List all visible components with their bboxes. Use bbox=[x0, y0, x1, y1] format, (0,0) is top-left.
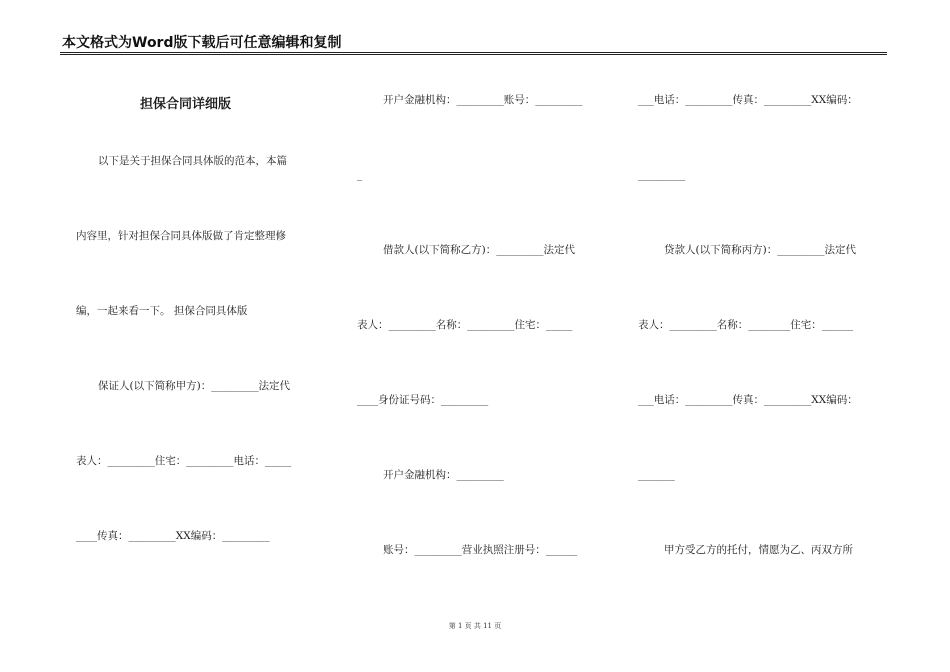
text-line: _______ bbox=[638, 469, 675, 481]
text-line: 甲方受乙方的托付，情愿为乙、丙双方所 bbox=[664, 544, 853, 556]
document-title: 担保合同详细版 bbox=[140, 97, 232, 112]
text-line: ___电话：_________传真：_________XX编码： bbox=[638, 94, 858, 106]
document-header: 本文格式为Word版下载后可任意编辑和复制 bbox=[62, 35, 342, 51]
column-right bbox=[638, 0, 888, 672]
text-line: 开户金融机构：_________ bbox=[383, 469, 504, 481]
text-line: 保证人(以下简称甲方)：_________法定代 bbox=[98, 380, 290, 392]
page-number: 第 1 页 共 11 页 bbox=[448, 622, 502, 630]
text-line: 以下是关于担保合同具体版的范本，本篇 bbox=[98, 155, 287, 167]
column-left bbox=[76, 0, 326, 672]
text-line: 贷款人(以下简称丙方)：_________法定代 bbox=[664, 244, 856, 256]
text-line: ___电话：_________传真：_________XX编码： bbox=[638, 394, 858, 406]
text-line: 开户金融机构：_________账号：_________ bbox=[383, 94, 583, 106]
text-line: 内容里，针对担保合同具体版做了肯定整理修 bbox=[76, 230, 286, 242]
text-line: _ bbox=[357, 169, 363, 181]
text-line: ____身份证号码：_________ bbox=[357, 394, 489, 406]
text-line: 表人：_________住宅：_________电话：_____ bbox=[76, 455, 292, 467]
text-line: 编，一起来看一下。 担保合同具体版 bbox=[76, 305, 248, 317]
column-middle bbox=[357, 0, 607, 672]
text-line: _________ bbox=[638, 169, 686, 181]
text-line: 表人：_________名称：________住宅：______ bbox=[638, 319, 854, 331]
text-line: 表人：_________名称：_________住宅：_____ bbox=[357, 319, 573, 331]
text-line: ____传真：_________XX编码：_________ bbox=[76, 530, 270, 542]
text-line: 借款人(以下简称乙方)：_________法定代 bbox=[383, 244, 575, 256]
text-line: 账号：_________营业执照注册号：______ bbox=[383, 544, 578, 556]
